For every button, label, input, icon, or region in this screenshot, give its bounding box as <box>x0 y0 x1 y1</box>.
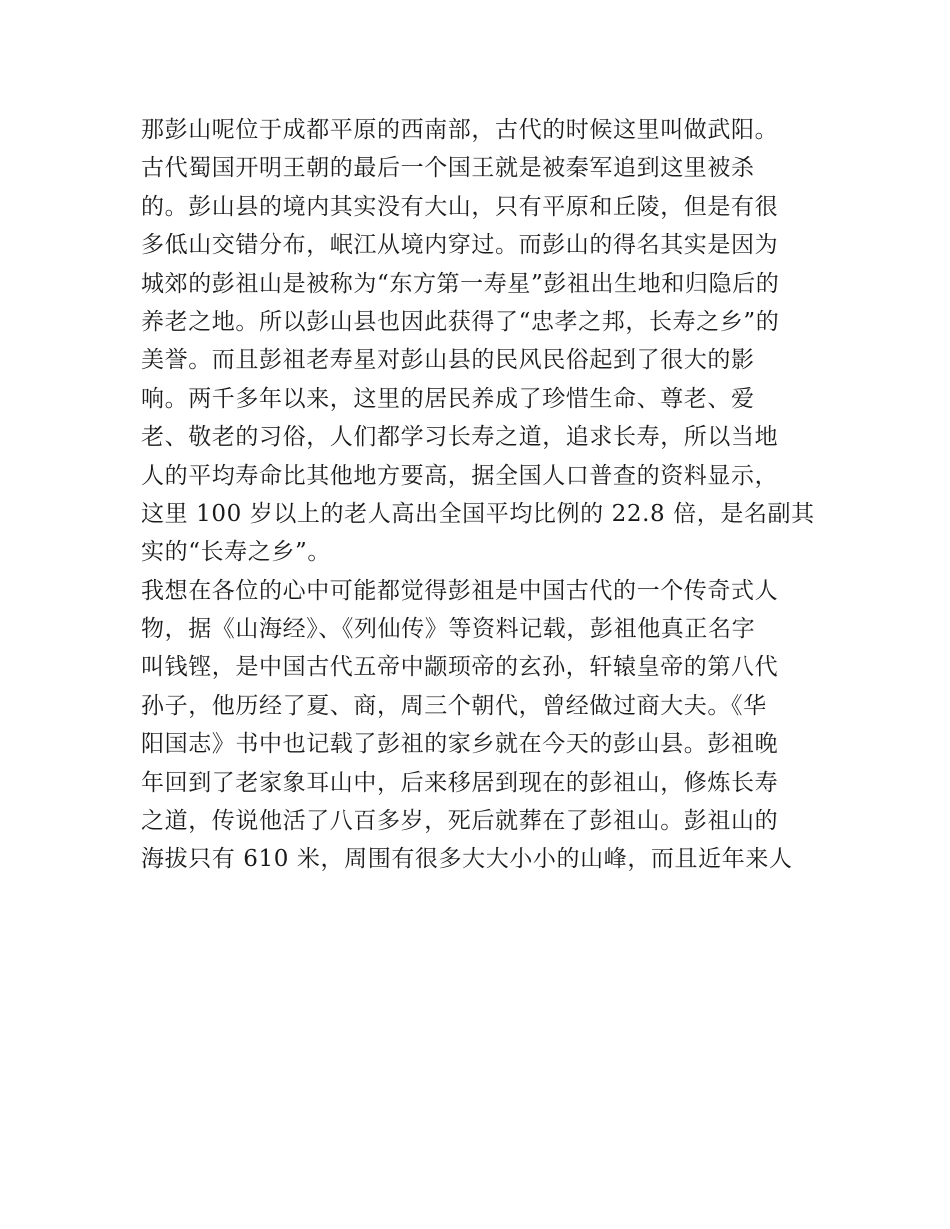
text-line: 响。两千多年以来，这里的居民养成了珍惜生命、尊老、爱 <box>141 385 755 412</box>
text-line: 的。彭山县的境内其实没有大山，只有平原和丘陵，但是有很 <box>141 193 779 220</box>
paragraph-pengshan-intro <box>141 111 821 572</box>
text-line: 我想在各位的心中可能都觉得彭祖是中国古代的一个传奇式人 <box>141 577 779 604</box>
text-line: 年回到了老家象耳山中，后来移居到现在的彭祖山，修炼长寿 <box>141 769 779 796</box>
text-line: 之道，传说他活了八百多岁，死后就葬在了彭祖山。彭祖山的 <box>141 808 779 835</box>
text-line: 孙子，他历经了夏、商，周三个朝代，曾经做过商大夫。《华 <box>141 692 767 719</box>
text-line: 叫钱铿，是中国古代五帝中颛顼帝的玄孙，轩辕皇帝的第八代 <box>141 654 779 681</box>
text-line: 海拔只有 610 米，周围有很多大大小小的山峰，而且近年来人 <box>141 846 793 873</box>
text-line: 阳国志》书中也记载了彭祖的家乡就在今天的彭山县。彭祖晚 <box>141 731 779 758</box>
text-line: 养老之地。所以彭山县也因此获得了“忠孝之邦，长寿之乡”的 <box>141 308 780 335</box>
text-line: 多低山交错分布，岷江从境内穿过。而彭山的得名其实是因为 <box>141 232 779 259</box>
paragraph-pengzu-legend <box>141 572 821 879</box>
text-line: 那彭山呢位于成都平原的西南部，古代的时候这里叫做武阳。 <box>141 117 779 143</box>
text-line: 这里 100 岁以上的老人高出全国平均比例的 22.8 倍，是名副其 <box>141 500 815 527</box>
text-line: 人的平均寿命比其他地方要高，据全国人口普查的资料显示， <box>141 462 779 489</box>
document-body <box>141 111 821 879</box>
text-line: 城郊的彭祖山是被称为“东方第一寿星”彭祖出生地和归隐后的 <box>141 270 780 297</box>
text-line: 古代蜀国开明王朝的最后一个国王就是被秦军追到这里被杀 <box>141 155 755 182</box>
text-line: 美誉。而且彭祖老寿星对彭山县的民风民俗起到了很大的影 <box>141 347 755 374</box>
text-line: 老、敬老的习俗，人们都学习长寿之道，追求长寿，所以当地 <box>141 424 779 451</box>
text-line: 实的“长寿之乡”。 <box>141 539 331 566</box>
text-line: 物，据《山海经》、《列仙传》等资料记载，彭祖他真正名字 <box>141 616 756 643</box>
